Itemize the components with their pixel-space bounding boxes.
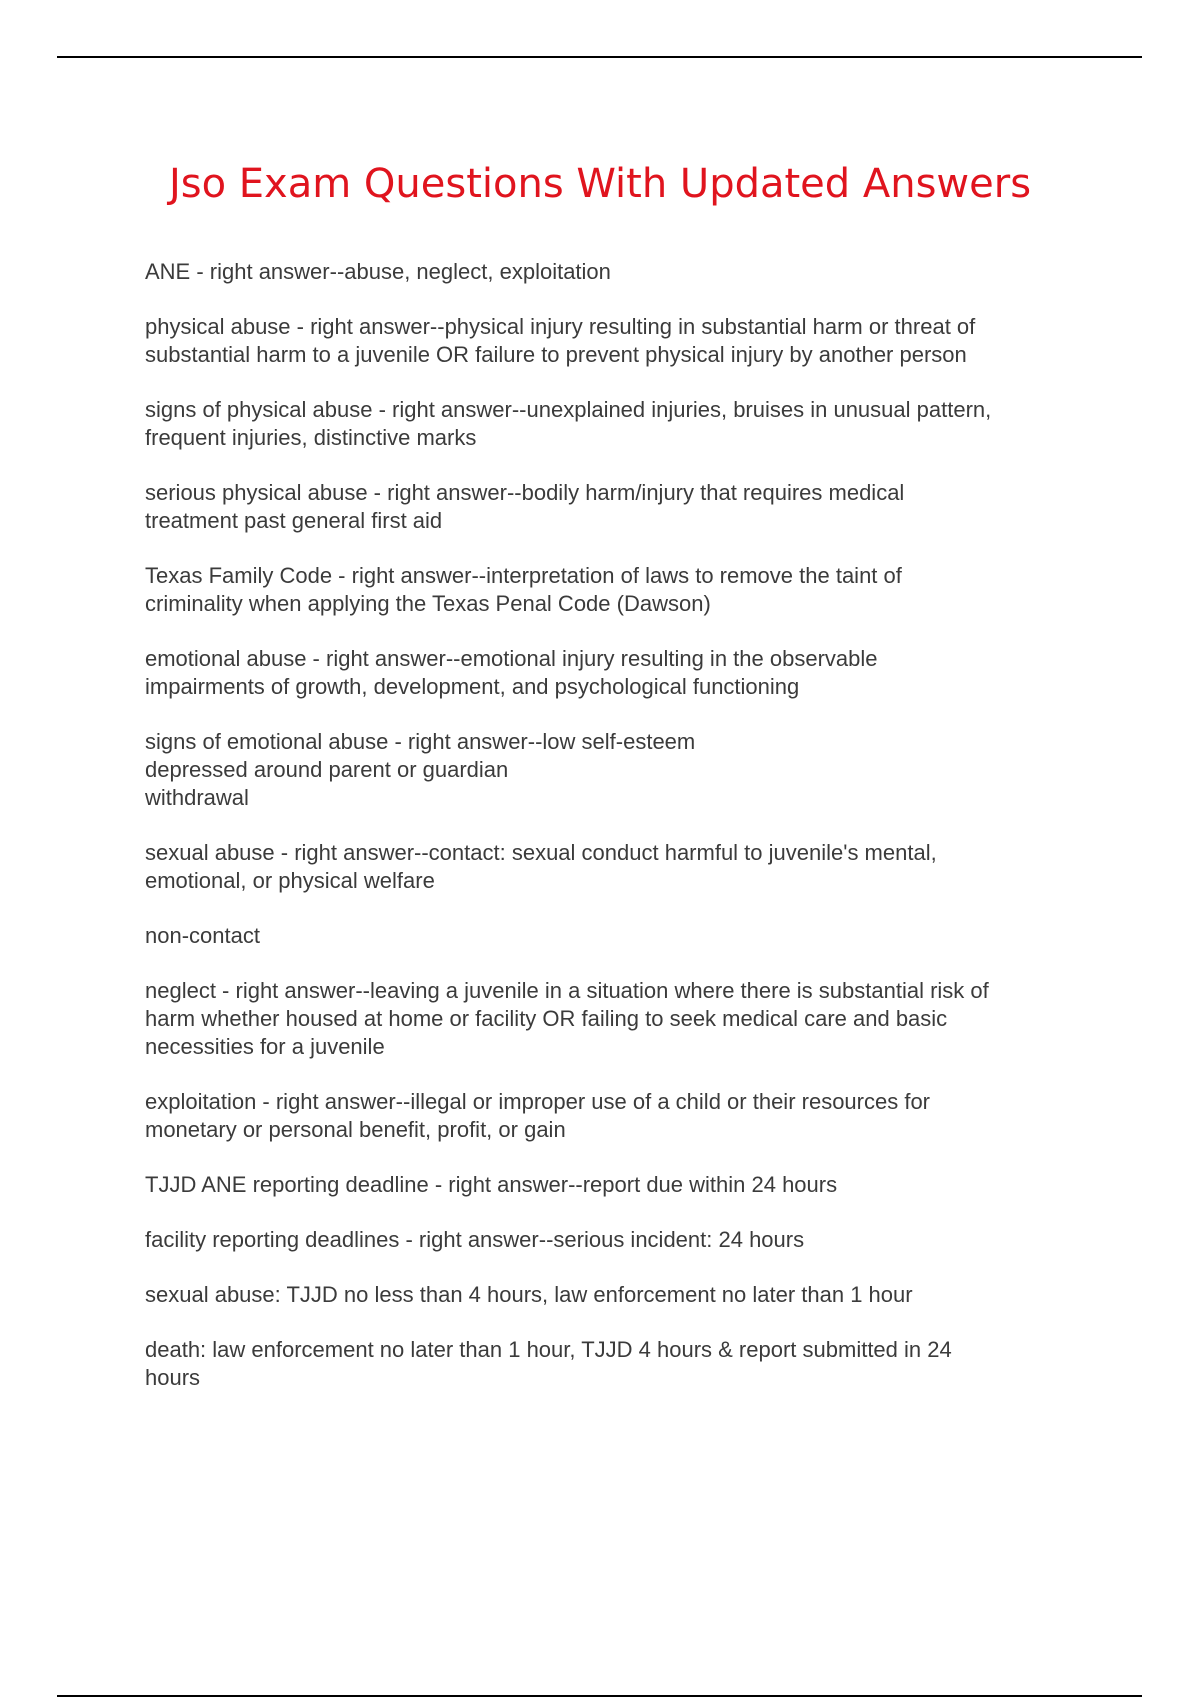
footer-divider bbox=[57, 1695, 1142, 1697]
entry-emotional-abuse: emotional abuse - right answer--emotional injury resulting in the observable impairments of growth, development, and psychological functioning bbox=[145, 646, 878, 699]
entry-ane: ANE - right answer--abuse, neglect, exploitation bbox=[145, 259, 611, 284]
document-title: Jso Exam Questions With Updated Answers bbox=[168, 161, 1032, 207]
entry-signs-physical-abuse: signs of physical abuse - right answer--unexplained injuries, bruises in unusual pattern, frequent injuries, distinctive marks bbox=[145, 397, 992, 450]
entry-signs-emotional-abuse: signs of emotional abuse - right answer--low self-esteem depressed around parent or guardian withdrawal bbox=[145, 729, 696, 810]
entry-physical-abuse: physical abuse - right answer--physical injury resulting in substantial harm or threat of substantial harm to a juvenile OR failure to prevent physical injury by another person bbox=[145, 314, 976, 367]
entry-non-contact: non-contact bbox=[145, 923, 260, 948]
entry-sexual-abuse-deadline: sexual abuse: TJJD no less than 4 hours, law enforcement no later than 1 hour bbox=[145, 1282, 913, 1307]
entry-neglect: neglect - right answer--leaving a juvenile in a situation where there is substantial risk of harm whether housed at home or facility OR failing to seek medical care and basic necessities for a juvenile bbox=[145, 978, 989, 1059]
entry-facility-deadlines: facility reporting deadlines - right answer--serious incident: 24 hours bbox=[145, 1227, 805, 1252]
entry-exploitation: exploitation - right answer--illegal or improper use of a child or their resources for monetary or personal benefit, profit, or gain bbox=[145, 1089, 931, 1142]
header-divider bbox=[57, 56, 1142, 58]
document-body bbox=[145, 258, 1095, 1419]
entry-sexual-abuse: sexual abuse - right answer--contact: sexual conduct harmful to juvenile's mental, emotional, or physical welfare bbox=[145, 840, 937, 893]
entry-serious-physical-abuse: serious physical abuse - right answer--bodily harm/injury that requires medical treatment past general first aid bbox=[145, 480, 905, 533]
entry-death-deadline: death: law enforcement no later than 1 hour, TJJD 4 hours & report submitted in 24 hours bbox=[145, 1337, 952, 1390]
entry-texas-family-code: Texas Family Code - right answer--interpretation of laws to remove the taint of criminality when applying the Texas Penal Code (Dawson) bbox=[145, 563, 902, 616]
entry-tjjd-ane-deadline: TJJD ANE reporting deadline - right answer--report due within 24 hours bbox=[145, 1172, 838, 1197]
